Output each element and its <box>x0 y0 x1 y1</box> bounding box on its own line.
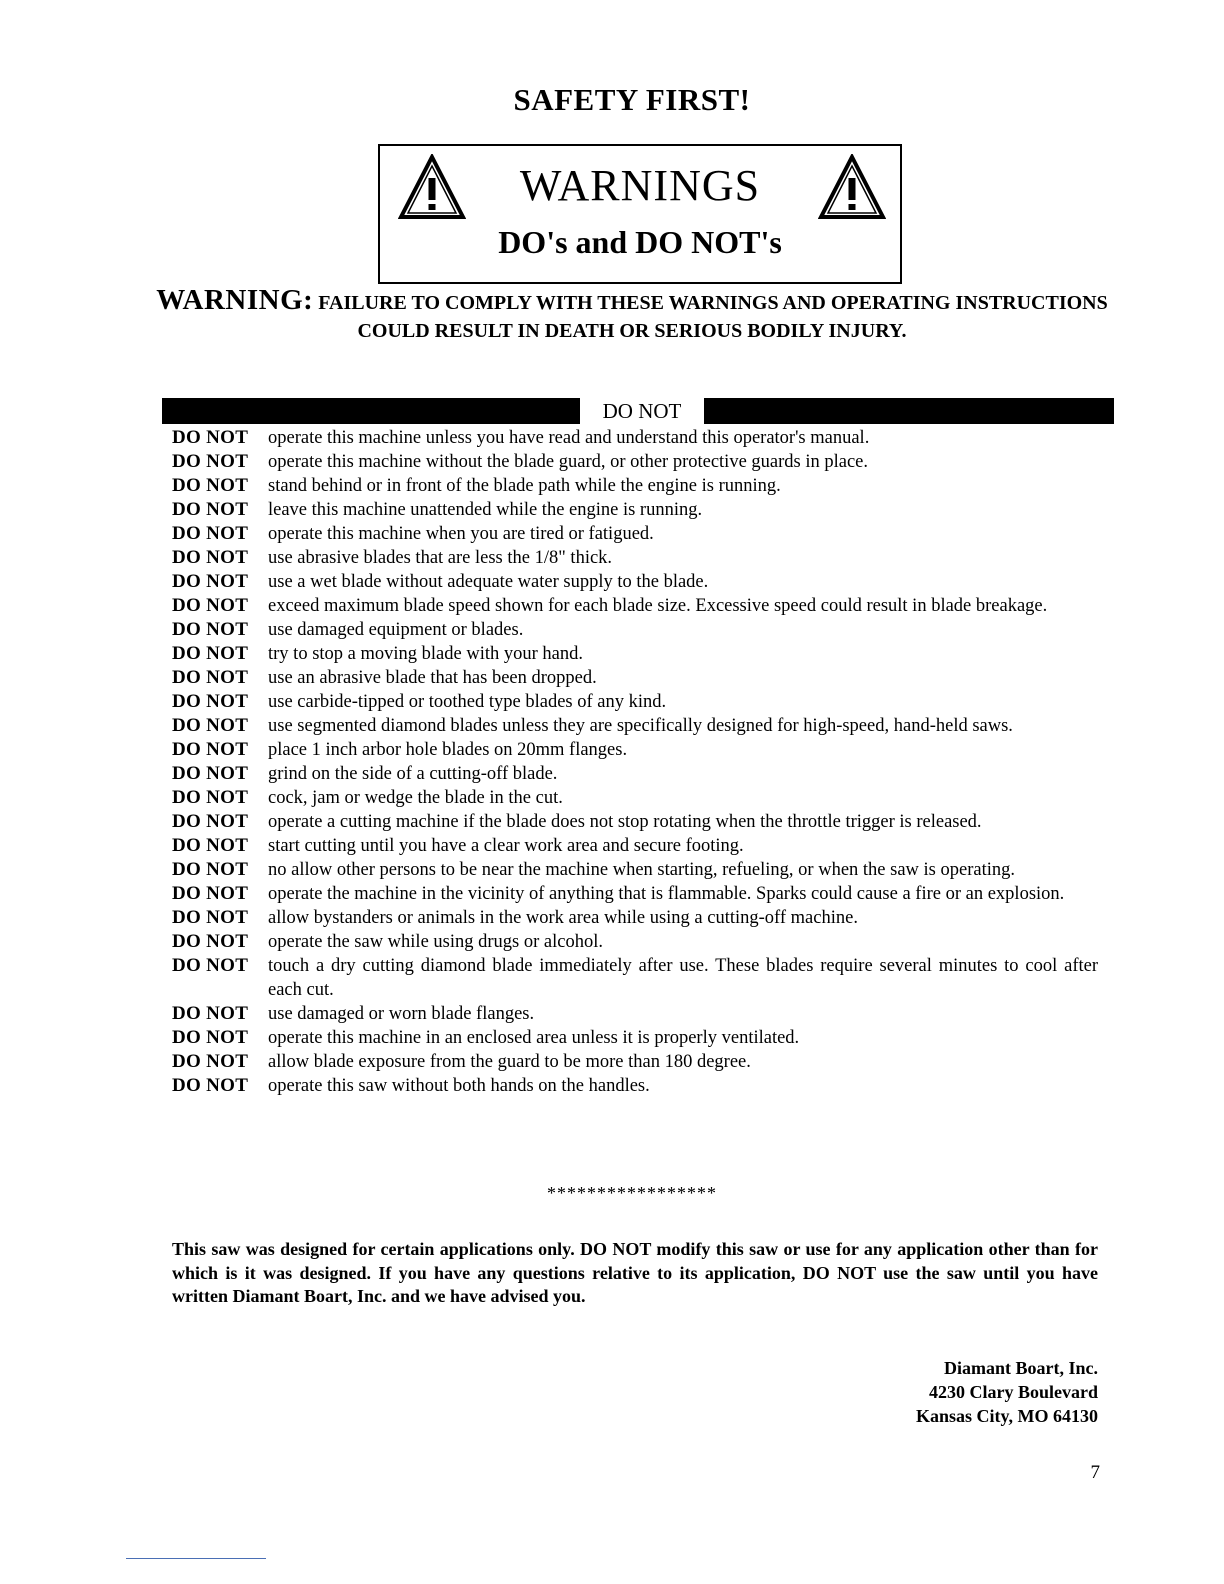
rule-text: exceed maximum blade speed shown for each blade size. Excessive speed could result in blade breakage. <box>268 596 1048 616</box>
rule-item <box>172 810 1098 834</box>
rule-text: cock, jam or wedge the blade in the cut. <box>268 788 563 808</box>
rule-text: grind on the side of a cutting-off blade. <box>268 764 558 784</box>
rule-label: DO NOT <box>172 1051 249 1072</box>
section-bar-right <box>704 398 1114 424</box>
rule-label: DO NOT <box>172 475 249 496</box>
rule-text: operate a cutting machine if the blade does not stop rotating when the throttle trigger is released. <box>268 812 982 832</box>
page-title: SAFETY FIRST! <box>513 82 751 117</box>
rule-label: DO NOT <box>172 811 249 832</box>
warning-triangle-icon <box>818 154 886 220</box>
address-block <box>700 1356 1098 1428</box>
rule-item <box>172 522 1098 546</box>
rule-text: operate this machine unless you have read and understand this operator's manual. <box>268 428 870 448</box>
rule-text: use an abrasive blade that has been dropped. <box>268 668 597 688</box>
rule-text: use abrasive blades that are less the 1/8" thick. <box>268 548 613 568</box>
rule-item <box>172 642 1098 666</box>
city-state-zip: Kansas City, MO 64130 <box>915 1406 1098 1426</box>
rule-text: operate this machine without the blade guard, or other protective guards in place. <box>268 452 869 472</box>
warning-banner <box>150 286 1114 345</box>
rule-label: DO NOT <box>172 499 249 520</box>
rule-item <box>172 1050 1098 1074</box>
rule-label: DO NOT <box>172 547 249 568</box>
rule-text: operate this machine in an enclosed area unless it is properly ventilated. <box>268 1028 800 1048</box>
rule-item <box>172 930 1098 954</box>
company-name: Diamant Boart, Inc. <box>944 1358 1098 1378</box>
warnings-subheading: DO's and DO NOT's <box>498 224 782 260</box>
rule-text: use damaged equipment or blades. <box>268 620 524 640</box>
rule-item <box>172 954 1098 1002</box>
rule-item <box>172 690 1098 714</box>
rule-label: DO NOT <box>172 523 249 544</box>
rule-item <box>172 618 1098 642</box>
rule-label: DO NOT <box>172 571 249 592</box>
rule-text: touch a dry cutting diamond blade immediately after use. These blades require several minutes to cool after each cut. <box>268 956 1098 1000</box>
rule-item <box>172 786 1098 810</box>
rule-label: DO NOT <box>172 883 249 904</box>
rule-text: operate the machine in the vicinity of anything that is flammable. Sparks could cause a fire or an explosion. <box>268 884 1065 904</box>
rule-label: DO NOT <box>172 715 249 736</box>
rule-item <box>172 546 1098 570</box>
rule-label: DO NOT <box>172 595 249 616</box>
rule-text: operate this saw without both hands on the handles. <box>268 1076 650 1096</box>
rule-item <box>172 738 1098 762</box>
section-bar-label: DO NOT <box>580 398 704 424</box>
rule-text: use carbide-tipped or toothed type blades of any kind. <box>268 692 667 712</box>
rule-item <box>172 714 1098 738</box>
rule-item <box>172 474 1098 498</box>
rule-item <box>172 762 1098 786</box>
rule-item <box>172 594 1098 618</box>
rule-item <box>172 858 1098 882</box>
rule-label: DO NOT <box>172 787 249 808</box>
rule-text: no allow other persons to be near the machine when starting, refueling, or when the saw is operating. <box>268 860 1015 880</box>
rule-label: DO NOT <box>172 427 249 448</box>
rule-label: DO NOT <box>172 643 249 664</box>
rule-label: DO NOT <box>172 1003 249 1024</box>
rule-item <box>172 1002 1098 1026</box>
rule-item <box>172 426 1098 450</box>
rule-item <box>172 906 1098 930</box>
rule-item <box>172 882 1098 906</box>
rule-text: use segmented diamond blades unless they are specifically designed for high-speed, hand-held saws. <box>268 716 1013 736</box>
rule-item <box>172 666 1098 690</box>
warnings-heading: WARNINGS <box>519 161 761 210</box>
rule-label: DO NOT <box>172 1075 249 1096</box>
separator: ***************** <box>547 1183 717 1203</box>
rule-item <box>172 1074 1098 1098</box>
rule-text: place 1 inch arbor hole blades on 20mm flanges. <box>268 740 628 760</box>
rules-list <box>172 426 1098 1098</box>
rule-text: operate the saw while using drugs or alcohol. <box>268 932 603 952</box>
warnings-box <box>378 144 902 284</box>
rule-item <box>172 570 1098 594</box>
rule-text: operate this machine when you are tired or fatigued. <box>268 524 654 544</box>
rule-label: DO NOT <box>172 739 249 760</box>
footer-rule <box>126 1558 266 1559</box>
rule-label: DO NOT <box>172 931 249 952</box>
rule-label: DO NOT <box>172 691 249 712</box>
rule-item <box>172 450 1098 474</box>
rule-text: start cutting until you have a clear work area and secure footing. <box>268 836 744 856</box>
rule-text: try to stop a moving blade with your hand. <box>268 644 583 664</box>
warning-lead: WARNING: <box>156 284 314 316</box>
warning-text: FAILURE TO COMPLY WITH THESE WARNINGS AND OPERATING INSTRUCTIONS COULD RESULT IN DEATH OR SERIOUS BODILY INJURY. <box>318 292 1108 342</box>
rule-item <box>172 1026 1098 1050</box>
notice-paragraph: This saw was designed for certain applications only. DO NOT modify this saw or use for any application other than for which is it was designed. If you have any questions relative to its application, DO NOT use the saw until you have written Diamant Boart, Inc. and we have advised you. <box>172 1239 1098 1306</box>
rule-text: allow bystanders or animals in the work area while using a cutting-off machine. <box>268 908 858 928</box>
rule-text: use damaged or worn blade flanges. <box>268 1004 535 1024</box>
section-bar-left <box>162 398 580 424</box>
rule-label: DO NOT <box>172 451 249 472</box>
rule-label: DO NOT <box>172 619 249 640</box>
rule-item <box>172 498 1098 522</box>
page-number: 7 <box>1090 1462 1100 1483</box>
rule-label: DO NOT <box>172 835 249 856</box>
rule-item <box>172 834 1098 858</box>
street-address: 4230 Clary Boulevard <box>929 1382 1098 1402</box>
rule-text: leave this machine unattended while the engine is running. <box>268 500 703 520</box>
rule-label: DO NOT <box>172 859 249 880</box>
rule-label: DO NOT <box>172 667 249 688</box>
rule-label: DO NOT <box>172 955 249 976</box>
rule-text: stand behind or in front of the blade path while the engine is running. <box>268 476 781 496</box>
rule-label: DO NOT <box>172 763 249 784</box>
section-bar <box>162 398 1114 424</box>
rule-label: DO NOT <box>172 907 249 928</box>
rule-label: DO NOT <box>172 1027 249 1048</box>
rule-text: allow blade exposure from the guard to be more than 180 degree. <box>268 1052 751 1072</box>
rule-text: use a wet blade without adequate water supply to the blade. <box>268 572 709 592</box>
